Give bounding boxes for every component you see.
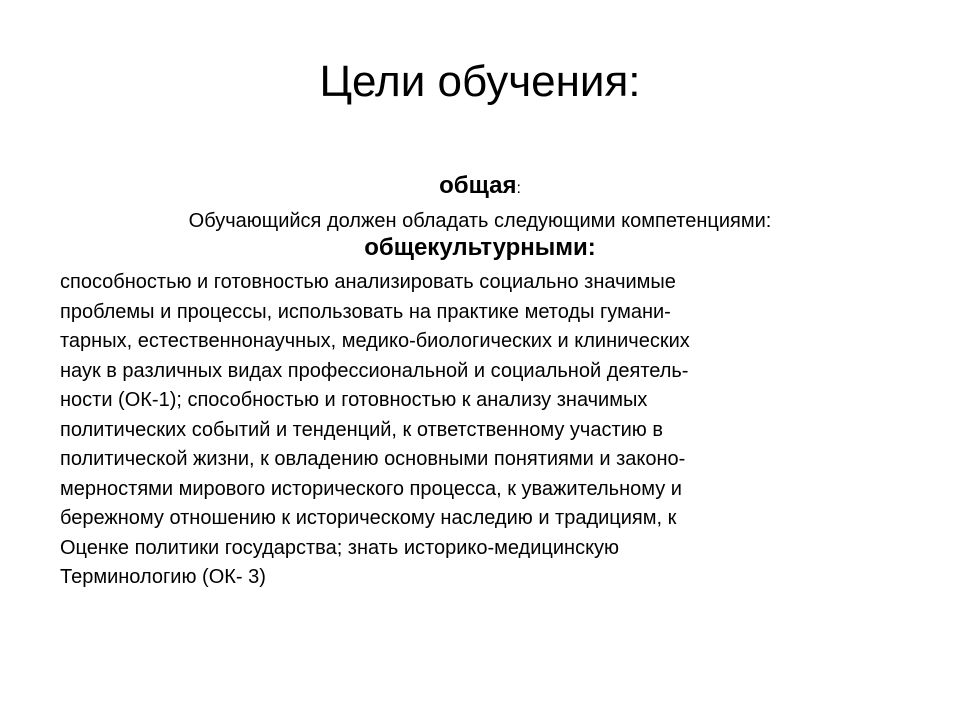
body-line: бережному отношению к историческому наследию и традициям, к bbox=[60, 507, 677, 529]
body-line: Оценке политики государства; знать историко-медицинскую bbox=[60, 536, 620, 559]
body-line: политических событий и тенденций, к ответственному участию в bbox=[60, 418, 663, 441]
body-line: мерностями мирового исторического процесса, к уважительному и bbox=[60, 477, 682, 500]
body-line: способностью и готовностью анализировать социально значимые bbox=[60, 271, 676, 293]
body-line: ности (ОК-1); способностью и готовностью к анализу значимых bbox=[60, 389, 648, 411]
general-heading-colon: : bbox=[516, 180, 521, 197]
body-line: политической жизни, к овладению основными понятиями и законо- bbox=[60, 448, 686, 470]
body-line: проблемы и процессы, использовать на практике методы гумани- bbox=[60, 300, 671, 323]
slide-title: Цели обучения: bbox=[319, 57, 641, 106]
competencies-intro: Обучающийся должен обладать следующими компетенциями: bbox=[188, 210, 772, 232]
body-line: тарных, естественнонаучных, медико-биологических и клинических bbox=[60, 330, 690, 352]
general-heading bbox=[0, 170, 960, 205]
body-line: Терминологию (ОК- 3) bbox=[60, 566, 266, 588]
competencies-body bbox=[60, 268, 920, 593]
general-heading-label: общая bbox=[439, 172, 517, 199]
body-line: наук в различных видах профессиональной и социальной деятель- bbox=[60, 359, 689, 382]
cultural-competencies-heading: общекультурными: bbox=[364, 234, 596, 261]
